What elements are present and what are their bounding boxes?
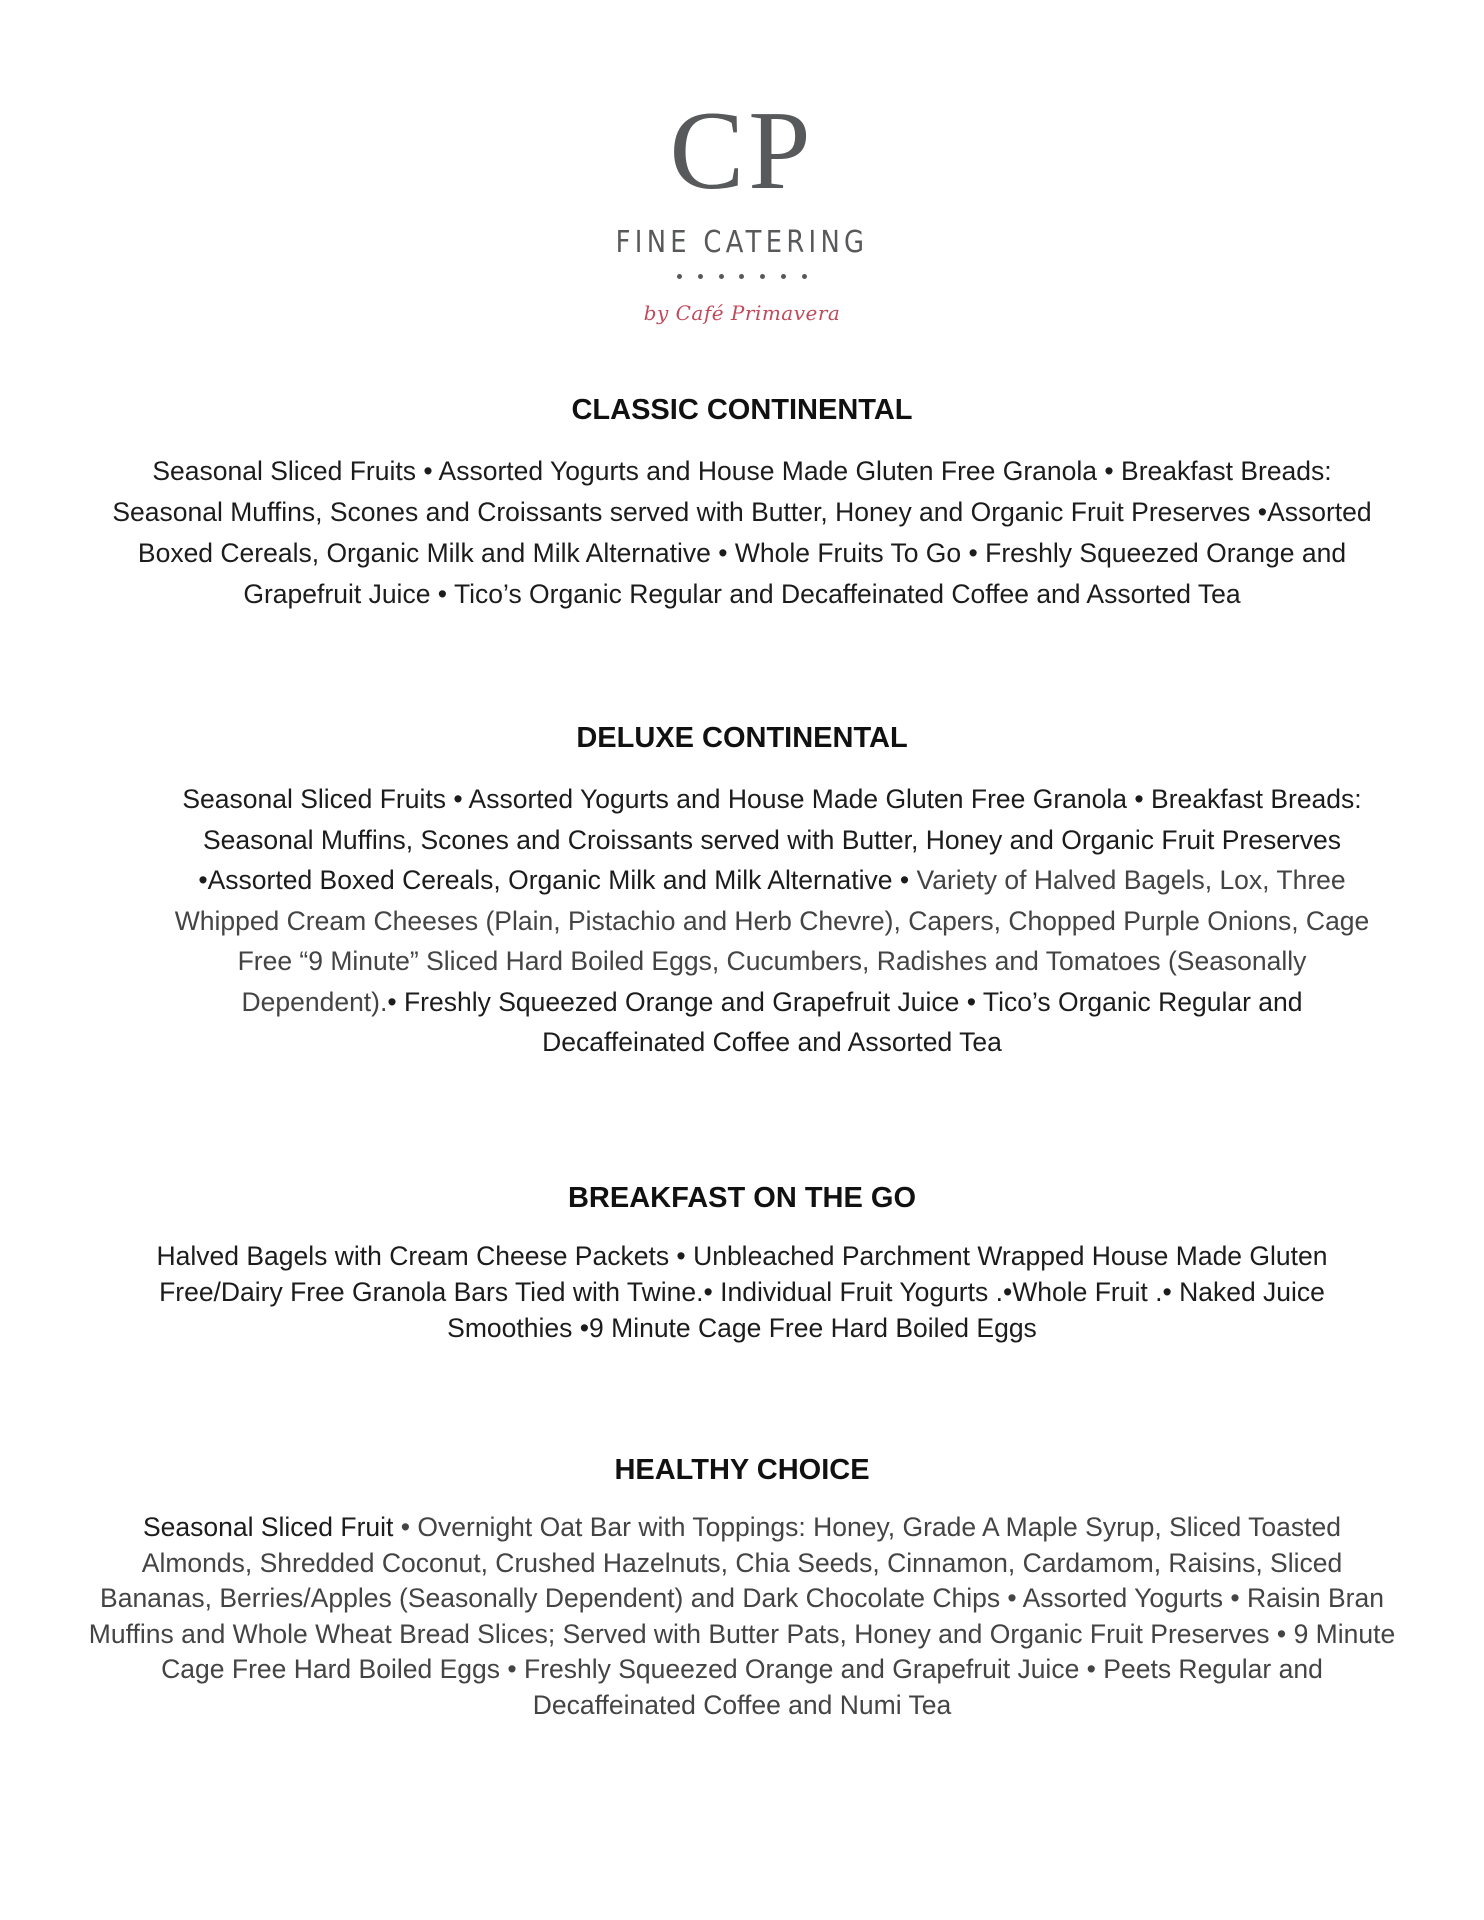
description-part: Seasonal Sliced Fruits • Assorted Yogurts and House Made Gluten Free Granola • Breakfast Breads: Seasonal Muffins, Scones and Croissants served with Butter, Honey and Organic Fruit Preserves •Assorted Boxed Cereals, Organic Milk and Milk Alternative • [182, 784, 1362, 895]
menu-section-breakfast-on-the-go [0, 1180, 1484, 1346]
section-description [102, 779, 1382, 1063]
section-title: CLASSIC CONTINENTAL [571, 394, 913, 426]
section-title: BREAKFAST ON THE GO [567, 1182, 916, 1214]
section-description [87, 1510, 1397, 1723]
logo [0, 89, 1484, 325]
logo-subtitle: FINE CATERING [615, 225, 869, 260]
description-part: Variety of Halved Bagels, Lox, Three Whipped Cream Cheeses (Plain, Pistachio and Herb Chevre), Capers, Chopped Purple Onions, Cage Free “9 Minute” Sliced Hard Boiled Eggs, Cucumbers, Radishes and Tomatoes (Seasonally Dependent). [174, 865, 1370, 1017]
section-title: DELUXE CONTINENTAL [576, 722, 908, 754]
logo-byline: by Café Primavera [643, 301, 841, 325]
description-part: • Freshly Squeezed Orange and Grapefruit Juice • Tico’s Organic Regular and Decaffeinated Coffee and Assorted Tea [387, 986, 1303, 1057]
logo-dots-divider [677, 274, 807, 279]
description-part: • Overnight Oat Bar with Toppings: Honey, Grade A Maple Syrup, Sliced Toasted Almonds, Shredded Coconut, Crushed Hazelnuts, Chia Seeds, Cinnamon, Cardamom, Raisins, Sliced Bananas, Berries/Apples (Seasonally Dependent) and Dark Chocolate Chips • Assorted Yogurts • Raisin Bran Muffins and Whole Wheat Bread Slices; Served with Butter Pats, Honey and Organic Fruit Preserves • 9 Minute Cage Free Hard Boiled Eggs • Freshly Squeezed Orange and Grapefruit Juice • Peets Regular and Decaffeinated Coffee and Numi Tea [88, 1512, 1396, 1720]
section-description: Halved Bagels with Cream Cheese Packets • Unbleached Parchment Wrapped House Made Gluten Free/Dairy Free Granola Bars Tied with Twine.• Individual Fruit Yogurts .•Whole Fruit .• Naked Juice Smoothies •9 Minute Cage Free Hard Boiled Eggs [156, 1241, 1328, 1343]
menu-section-classic-continental [0, 392, 1484, 615]
menu-section-healthy-choice [0, 1452, 1484, 1723]
menu-section-deluxe-continental [0, 720, 1484, 1063]
section-description: Seasonal Sliced Fruits • Assorted Yogurts and House Made Gluten Free Granola • Breakfast Breads: Seasonal Muffins, Scones and Croissants served with Butter, Honey and Organic Fruit Preserves •Assorted Boxed Cereals, Organic Milk and Milk Alternative • Whole Fruits To Go • Freshly Squeezed Orange and Grapefruit Juice • Tico’s Organic Regular and Decaffeinated Coffee and Assorted Tea [112, 456, 1372, 609]
description-part: Seasonal Sliced Fruit [142, 1512, 394, 1542]
section-title: HEALTHY CHOICE [614, 1454, 870, 1486]
logo-mark: CP [669, 89, 815, 213]
